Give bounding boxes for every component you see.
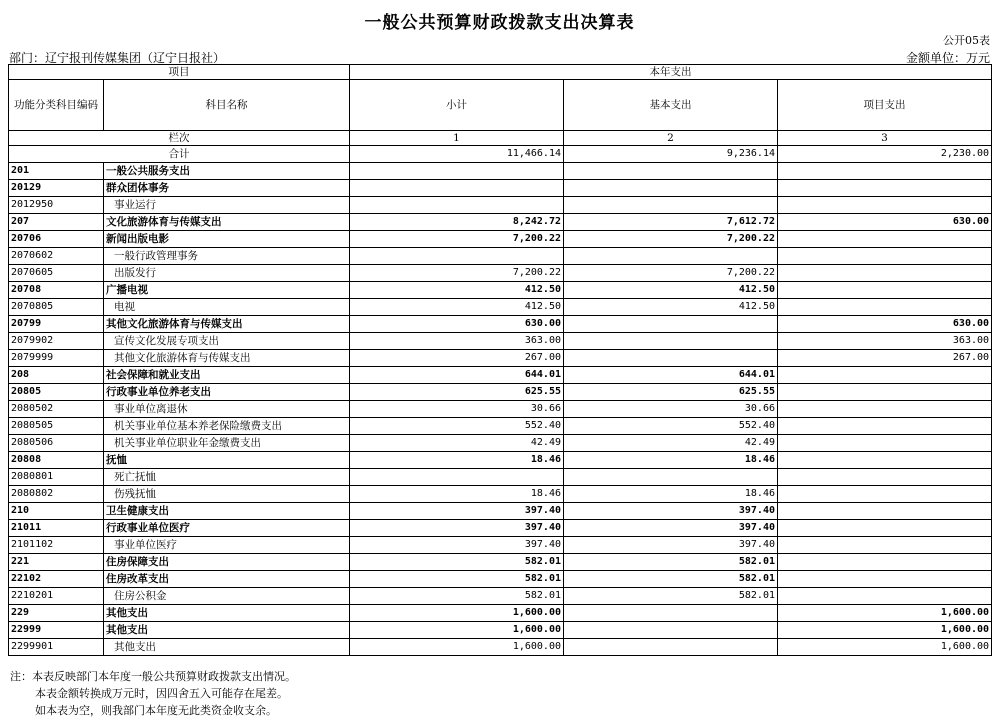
row-basic: 582.01: [564, 554, 778, 571]
row-name: 抚恤: [104, 452, 350, 469]
table-row: [9, 282, 992, 299]
row-subtotal: 397.40: [350, 537, 564, 554]
row-name: 其他文化旅游体育与传媒支出: [104, 350, 350, 367]
row-name: 宣传文化发展专项支出: [104, 333, 350, 350]
header-subtotal: 小计: [350, 80, 564, 131]
notes: [10, 668, 296, 719]
row-project: [778, 486, 992, 503]
row-project: 363.00: [778, 333, 992, 350]
row-basic: [564, 163, 778, 180]
row-code: 22999: [9, 622, 104, 639]
table-row: [9, 384, 992, 401]
table-row: [9, 401, 992, 418]
header-col-2: 2: [564, 131, 778, 146]
row-project: [778, 571, 992, 588]
row-basic: [564, 350, 778, 367]
table-row: [9, 486, 992, 503]
row-subtotal: 8,242.72: [350, 214, 564, 231]
row-name: 广播电视: [104, 282, 350, 299]
table-row: [9, 469, 992, 486]
row-project: [778, 384, 992, 401]
row-project: [778, 231, 992, 248]
header-project: 项目支出: [778, 80, 992, 131]
total-subtotal: 11,466.14: [350, 146, 564, 163]
note-3: 如本表为空，则我部门本年度无此类资金收支余。: [35, 704, 277, 717]
table-row: [9, 588, 992, 605]
row-project: [778, 520, 992, 537]
header-row-index: [9, 131, 992, 146]
row-name: 住房公积金: [104, 588, 350, 605]
row-name: 事业单位离退休: [104, 401, 350, 418]
row-project: [778, 197, 992, 214]
table-row: [9, 639, 992, 656]
row-code: 20799: [9, 316, 104, 333]
row-basic: 397.40: [564, 503, 778, 520]
row-subtotal: 582.01: [350, 554, 564, 571]
row-name: 新闻出版电影: [104, 231, 350, 248]
row-project: 1,600.00: [778, 605, 992, 622]
row-code: 2070605: [9, 265, 104, 282]
header-subject-name: 科目名称: [104, 80, 350, 131]
row-subtotal: 630.00: [350, 316, 564, 333]
row-basic: 30.66: [564, 401, 778, 418]
row-subtotal: 267.00: [350, 350, 564, 367]
row-basic: 625.55: [564, 384, 778, 401]
row-project: 1,600.00: [778, 622, 992, 639]
row-name: 群众团体事务: [104, 180, 350, 197]
row-basic: 18.46: [564, 486, 778, 503]
row-basic: 7,200.22: [564, 265, 778, 282]
row-project: 1,600.00: [778, 639, 992, 656]
table-row: [9, 333, 992, 350]
row-code: 2101102: [9, 537, 104, 554]
header-col-3: 3: [778, 131, 992, 146]
row-basic: [564, 180, 778, 197]
header-func-code: 功能分类科目编码: [9, 80, 104, 131]
page-title: 一般公共预算财政拨款支出决算表: [364, 13, 635, 33]
total-label: 合计: [9, 146, 350, 163]
row-subtotal: [350, 248, 564, 265]
row-basic: [564, 605, 778, 622]
table-row: [9, 503, 992, 520]
form-code: 公开05表: [943, 34, 990, 47]
row-subtotal: 30.66: [350, 401, 564, 418]
table-row: [9, 265, 992, 282]
row-code: 2080502: [9, 401, 104, 418]
row-name: 其他支出: [104, 639, 350, 656]
note-1: 注：本表反映部门本年度一般公共预算财政拨款支出情况。: [10, 670, 296, 683]
row-basic: [564, 248, 778, 265]
row-project: 630.00: [778, 214, 992, 231]
row-subtotal: [350, 469, 564, 486]
row-name: 电视: [104, 299, 350, 316]
table-row: [9, 163, 992, 180]
row-subtotal: 7,200.22: [350, 265, 564, 282]
row-subtotal: 552.40: [350, 418, 564, 435]
row-subtotal: 1,600.00: [350, 605, 564, 622]
row-name: 一般公共服务支出: [104, 163, 350, 180]
row-basic: [564, 333, 778, 350]
row-code: 20706: [9, 231, 104, 248]
row-code: 207: [9, 214, 104, 231]
row-code: 21011: [9, 520, 104, 537]
header-basic: 基本支出: [564, 80, 778, 131]
row-subtotal: 582.01: [350, 571, 564, 588]
row-basic: [564, 469, 778, 486]
table-row: [9, 350, 992, 367]
row-name: 其他支出: [104, 622, 350, 639]
row-project: [778, 588, 992, 605]
row-subtotal: 582.01: [350, 588, 564, 605]
row-subtotal: 363.00: [350, 333, 564, 350]
table-row: [9, 316, 992, 333]
row-code: 2299901: [9, 639, 104, 656]
row-code: 2080505: [9, 418, 104, 435]
table-row: [9, 435, 992, 452]
row-code: 2079902: [9, 333, 104, 350]
row-project: [778, 554, 992, 571]
row-code: 2080801: [9, 469, 104, 486]
header-col-1: 1: [350, 131, 564, 146]
header-column-index: 栏次: [9, 131, 350, 146]
table-row: [9, 248, 992, 265]
row-project: [778, 503, 992, 520]
expenditure-table: [8, 64, 992, 656]
row-code: 229: [9, 605, 104, 622]
total-basic: 9,236.14: [564, 146, 778, 163]
table-row: [9, 622, 992, 639]
row-name: 其他文化旅游体育与传媒支出: [104, 316, 350, 333]
row-basic: 582.01: [564, 571, 778, 588]
row-subtotal: 412.50: [350, 299, 564, 316]
row-subtotal: 7,200.22: [350, 231, 564, 248]
row-subtotal: 397.40: [350, 520, 564, 537]
row-name: 住房保障支出: [104, 554, 350, 571]
row-project: [778, 367, 992, 384]
row-subtotal: [350, 180, 564, 197]
row-subtotal: [350, 163, 564, 180]
row-subtotal: 18.46: [350, 452, 564, 469]
table-row: [9, 554, 992, 571]
row-name: 死亡抚恤: [104, 469, 350, 486]
row-code: 210: [9, 503, 104, 520]
row-subtotal: 18.46: [350, 486, 564, 503]
row-basic: 397.40: [564, 537, 778, 554]
row-project: [778, 452, 992, 469]
row-project: [778, 163, 992, 180]
row-name: 事业运行: [104, 197, 350, 214]
row-project: [778, 537, 992, 554]
row-code: 2012950: [9, 197, 104, 214]
row-code: 2080802: [9, 486, 104, 503]
row-project: [778, 435, 992, 452]
total-project: 2,230.00: [778, 146, 992, 163]
row-code: 208: [9, 367, 104, 384]
table-row: [9, 214, 992, 231]
table-row: [9, 537, 992, 554]
row-code: 20129: [9, 180, 104, 197]
row-subtotal: 1,600.00: [350, 622, 564, 639]
row-name: 机关事业单位基本养老保险缴费支出: [104, 418, 350, 435]
row-project: [778, 469, 992, 486]
row-code: 2070602: [9, 248, 104, 265]
row-name: 出版发行: [104, 265, 350, 282]
row-project: [778, 299, 992, 316]
row-name: 住房改革支出: [104, 571, 350, 588]
row-name: 卫生健康支出: [104, 503, 350, 520]
table-row: [9, 571, 992, 588]
table-row: [9, 197, 992, 214]
row-basic: 7,200.22: [564, 231, 778, 248]
row-code: 2210201: [9, 588, 104, 605]
row-project: [778, 401, 992, 418]
row-code: 2070805: [9, 299, 104, 316]
department-label: 部门：辽宁报刊传媒集团（辽宁日报社）: [9, 51, 226, 65]
row-basic: 412.50: [564, 282, 778, 299]
header-current-year: 本年支出: [350, 65, 992, 80]
header-row-1: [9, 65, 992, 80]
row-name: 一般行政管理事务: [104, 248, 350, 265]
row-basic: 552.40: [564, 418, 778, 435]
row-project: 630.00: [778, 316, 992, 333]
row-basic: 7,612.72: [564, 214, 778, 231]
row-code: 20808: [9, 452, 104, 469]
row-code: 221: [9, 554, 104, 571]
row-basic: 582.01: [564, 588, 778, 605]
note-2: 本表金额转换成万元时，因四舍五入可能存在尾差。: [35, 687, 288, 700]
row-project: [778, 265, 992, 282]
header-item: 项目: [9, 65, 350, 80]
unit-label: 金额单位：万元: [905, 51, 990, 65]
header-row-2: [9, 80, 992, 131]
row-code: 201: [9, 163, 104, 180]
row-basic: 397.40: [564, 520, 778, 537]
table-row: [9, 452, 992, 469]
table-row: [9, 520, 992, 537]
row-name: 行政事业单位医疗: [104, 520, 350, 537]
row-basic: 412.50: [564, 299, 778, 316]
row-name: 机关事业单位职业年金缴费支出: [104, 435, 350, 452]
row-basic: 42.49: [564, 435, 778, 452]
row-code: 2079999: [9, 350, 104, 367]
row-name: 社会保障和就业支出: [104, 367, 350, 384]
row-subtotal: 644.01: [350, 367, 564, 384]
table-row: [9, 180, 992, 197]
row-name: 其他支出: [104, 605, 350, 622]
row-basic: [564, 639, 778, 656]
row-project: 267.00: [778, 350, 992, 367]
row-basic: 18.46: [564, 452, 778, 469]
table-row: [9, 367, 992, 384]
row-code: 22102: [9, 571, 104, 588]
row-code: 20708: [9, 282, 104, 299]
row-subtotal: 412.50: [350, 282, 564, 299]
row-subtotal: 625.55: [350, 384, 564, 401]
row-name: 伤残抚恤: [104, 486, 350, 503]
row-project: [778, 180, 992, 197]
row-project: [778, 282, 992, 299]
row-name: 行政事业单位养老支出: [104, 384, 350, 401]
row-subtotal: [350, 197, 564, 214]
row-subtotal: 1,600.00: [350, 639, 564, 656]
row-subtotal: 42.49: [350, 435, 564, 452]
row-basic: [564, 197, 778, 214]
row-basic: 644.01: [564, 367, 778, 384]
table-row: [9, 231, 992, 248]
row-basic: [564, 622, 778, 639]
row-name: 文化旅游体育与传媒支出: [104, 214, 350, 231]
row-subtotal: 397.40: [350, 503, 564, 520]
table-row: [9, 605, 992, 622]
table-row: [9, 418, 992, 435]
total-row: [9, 146, 992, 163]
row-name: 事业单位医疗: [104, 537, 350, 554]
row-project: [778, 248, 992, 265]
row-project: [778, 418, 992, 435]
row-basic: [564, 316, 778, 333]
row-code: 2080506: [9, 435, 104, 452]
row-code: 20805: [9, 384, 104, 401]
table-row: [9, 299, 992, 316]
